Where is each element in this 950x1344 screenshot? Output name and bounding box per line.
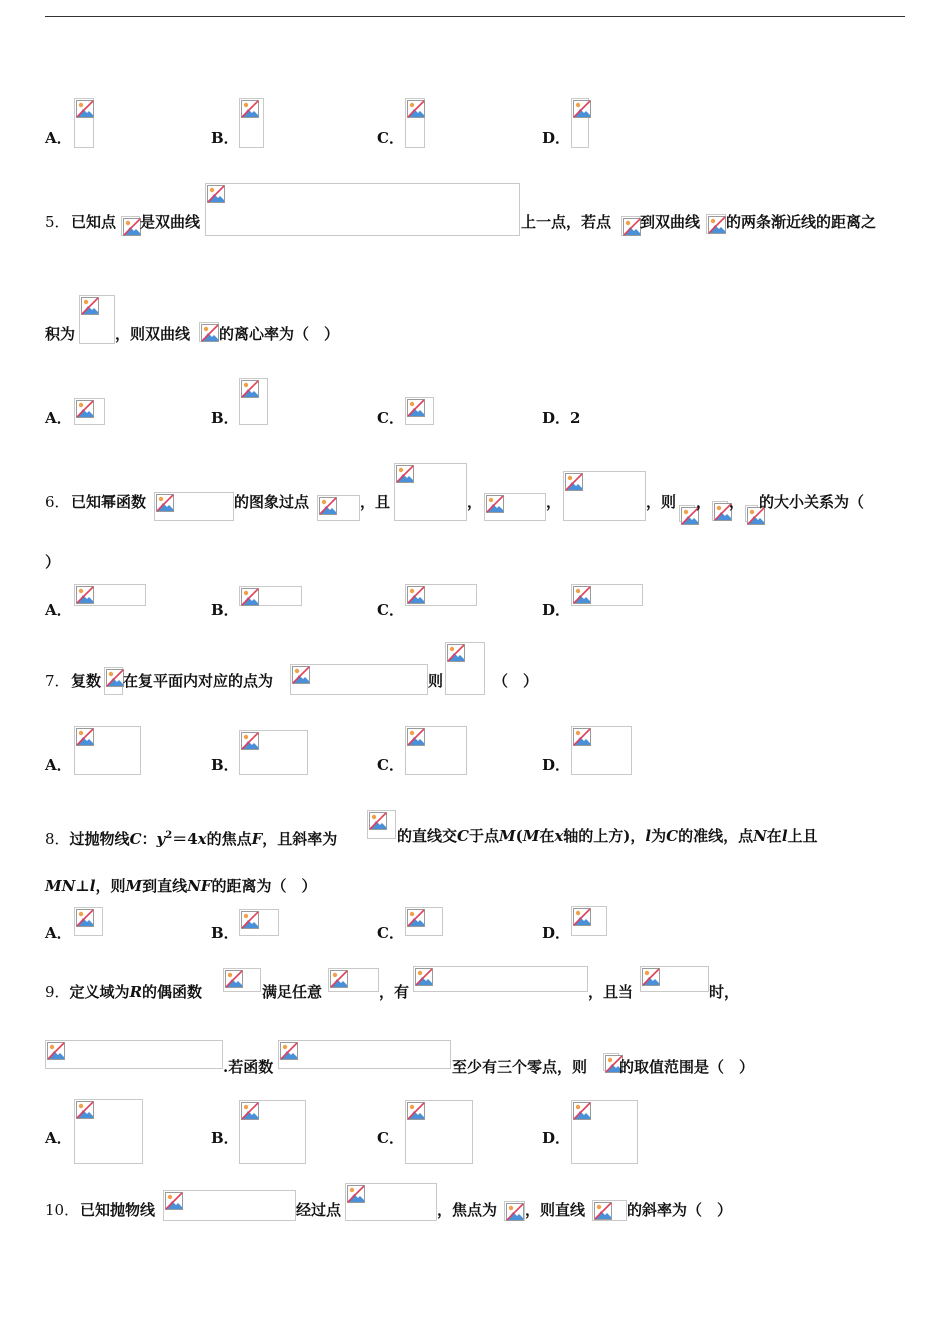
broken-image-icon [241,732,259,750]
q6-text-6: ） [45,553,61,571]
q8-perp: ⊥ [75,877,90,895]
q5-text-4: 到双曲线 [640,213,701,231]
q8-option-c-image [405,907,443,936]
q5-option-c-label: C． [377,409,404,427]
q6-comma-3: ， [696,493,712,511]
q9-formula-4 [640,966,709,992]
q8-n: N [753,827,767,845]
q5-formula-2 [205,183,520,236]
broken-image-icon [241,1102,259,1120]
q5-option-a-image [74,398,105,425]
q6-formula-8 [745,505,758,522]
q8-paren: ( [515,827,523,845]
q5-formula-5 [79,295,115,344]
q8-option-b-label: B． [211,924,239,942]
q6-comma-2: ， [546,493,562,511]
q8-line-1b [397,826,818,846]
q8-line-2 [45,876,316,896]
q8-f: F [251,830,263,848]
q9-text-1: 定义域为 [69,983,130,1001]
q9-formula-2 [328,968,379,992]
q9-formula-3 [413,966,588,992]
q9-r: R [129,983,143,1001]
q8-square: 2 [165,830,173,841]
q7-option-a-label: A． [45,756,72,774]
broken-image-icon [573,908,591,926]
q9-option-d-label: D． [542,1129,571,1147]
broken-image-icon [573,728,591,746]
broken-image-icon [565,473,583,491]
q5-formula-4 [706,214,726,234]
broken-image-icon [506,1203,524,1221]
q5-option-d-label: D． [542,409,571,427]
q7-option-a-image [74,726,141,775]
broken-image-icon [407,100,425,118]
broken-image-icon [573,586,591,604]
q6-text-2: 的图象过点 [234,493,310,511]
broken-image-icon [447,644,465,662]
q8-equals: ＝4 [172,830,198,848]
q6-option-d-image [571,584,643,606]
q9-formula-6 [278,1040,451,1069]
broken-image-icon [347,1185,365,1203]
q6-option-b-image [239,586,302,606]
q8-option-d-image [571,906,607,936]
q5-text-1: 已知点 [71,213,117,231]
q6-formula-7 [712,501,728,521]
q9-text-5: ，且当 [588,983,634,1001]
broken-image-icon [76,586,94,604]
q5-number: 5． [45,213,70,231]
q8-text-12: ，则 [95,877,126,895]
q8-text-9: 的准线，点 [678,827,754,845]
broken-image-icon [623,218,641,236]
q8-formula-1 [367,810,396,839]
q10-text-4: ，则直线 [525,1201,586,1219]
q7-formula-1 [104,667,123,695]
q10-formula-3 [504,1201,525,1221]
q7-option-b-image [239,730,308,775]
q9-number: 9． [45,983,70,1001]
broken-image-icon [407,399,425,417]
q8-option-b-image [239,909,279,936]
broken-image-icon [594,1202,612,1220]
q9-text-2: 的偶函数 [142,983,203,1001]
option-d-label: D． [542,129,571,147]
broken-image-icon [330,970,348,988]
broken-image-icon [47,1042,65,1060]
q7-option-c-image [405,726,467,775]
q5-option-c-image [405,397,434,425]
broken-image-icon [76,728,94,746]
q8-option-a-label: A． [45,924,72,942]
q5-option-b-label: B． [211,409,239,427]
q9-text-8: 至少有三个零点，则 [452,1058,588,1076]
q6-comma-1: ， [467,493,483,511]
q6-formula-6 [679,505,695,522]
q8-text-5: 于点 [468,827,499,845]
broken-image-icon [319,497,337,515]
q8-text-14: 的距离为（ ） [211,877,317,895]
q6-text-5: 的大小关系为（ [759,493,865,511]
q9-text-6: 时， [709,983,740,1001]
q8-text-2: 的焦点 [206,830,252,848]
q9-option-a-image [74,1099,143,1164]
broken-image-icon [201,324,219,342]
q9-formula-7 [603,1053,619,1071]
q8-c-3: C [666,827,679,845]
q5-option-a-label: A． [45,409,72,427]
q8-c: C [129,830,142,848]
q5-text-6: 积为 [45,325,76,343]
q9-formula-5 [45,1040,223,1069]
q8-l: l [645,827,652,845]
q9-text-7: .若函数 [223,1058,274,1076]
q10-text-3: ，焦点为 [437,1201,498,1219]
broken-image-icon [708,216,726,234]
broken-image-icon [225,970,243,988]
q9-line-1a [45,982,202,1002]
broken-image-icon [76,100,94,118]
q9-option-c-image [405,1100,473,1164]
q7-text-1: 复数 [71,672,102,690]
q8-m-3: M [125,877,143,895]
broken-image-icon [573,100,591,118]
broken-image-icon [407,1102,425,1120]
q6-text-4: ，则 [646,493,677,511]
broken-image-icon [207,185,225,203]
q10-formula-4 [592,1200,627,1221]
q6-formula-5 [563,471,646,521]
q8-line-1 [45,826,337,849]
q8-m: M [498,827,516,845]
q8-text-13: 到直线 [142,877,188,895]
q8-option-d-label: D． [542,924,571,942]
q5-text-7: ，则双曲线 [115,325,191,343]
q8-text-8: 为 [651,827,667,845]
option-d-image [571,98,589,148]
option-c-image [405,98,425,148]
broken-image-icon [241,100,259,118]
broken-image-icon [396,465,414,483]
q8-text-11: 上且 [787,827,818,845]
broken-image-icon [81,297,99,315]
q6-text-1: 已知幂函数 [71,493,147,511]
q5-text-2: 是双曲线 [140,213,201,231]
q8-y: y [156,830,166,848]
broken-image-icon [165,1192,183,1210]
q6-text-3: ，且 [360,493,391,511]
q8-option-c-label: C． [377,924,404,942]
q6-option-a-image [74,584,146,606]
broken-image-icon [76,909,94,927]
q7-option-c-label: C． [377,756,404,774]
q9-formula-1 [223,968,261,992]
q5-text-3: 上一点，若点 [521,213,612,231]
q7-text-3: 则 [428,672,444,690]
broken-image-icon [156,494,174,512]
q5-text-5: 的两条渐近线的距离之 [726,213,877,231]
q5-formula-6 [199,322,219,342]
option-a-label: A． [45,129,72,147]
q7-formula-3 [445,642,485,695]
q8-text-4: 的直线交 [397,827,458,845]
q8-mn: MN [45,877,76,895]
q7-formula-2 [290,664,428,695]
q5-formula-3 [621,216,640,236]
q5-option-b-image [239,378,268,425]
q10-formula-1 [163,1190,296,1221]
q10-number: 10． [45,1201,80,1219]
option-a-image [74,98,94,148]
broken-image-icon [573,1102,591,1120]
q9-option-b-image [239,1100,306,1164]
q8-text-1: 过抛物线 [69,830,130,848]
broken-image-icon [76,1101,94,1119]
broken-image-icon [415,968,433,986]
q8-m-2: M [522,827,540,845]
q8-colon: ： [141,830,157,848]
q10-text-2: 经过点 [296,1201,342,1219]
q8-l-2: l [781,827,788,845]
broken-image-icon [106,669,124,687]
q8-nf: NF [187,877,212,895]
q5-text-8: 的离心率为（ ） [219,325,340,343]
q10-text-1: 已知抛物线 [80,1201,156,1219]
option-b-label: B． [211,129,239,147]
broken-image-icon [407,728,425,746]
q8-text-6: 在 [539,827,555,845]
q6-option-a-label: A． [45,601,72,619]
broken-image-icon [280,1042,298,1060]
q8-text-7: 轴的上方)， [563,827,646,845]
q8-text-3: ，且斜率为 [262,830,338,848]
q7-text-4: （ ） [493,672,539,690]
q6-number: 6． [45,493,70,511]
q6-option-b-label: B． [211,601,239,619]
q8-l-3: l [89,877,96,895]
broken-image-icon [486,495,504,513]
q5-formula-1 [121,216,140,236]
broken-image-icon [241,380,259,398]
header-rule [45,16,905,17]
q7-option-d-label: D． [542,756,571,774]
q6-option-d-label: D． [542,601,571,619]
q8-number: 8． [45,830,70,848]
q9-text-3: 满足任意 [262,983,323,1001]
q8-option-a-image [74,907,103,936]
q9-option-b-label: B． [211,1129,239,1147]
q7-number: 7． [45,672,70,690]
broken-image-icon [369,812,387,830]
q7-option-b-label: B． [211,756,239,774]
q8-x: x [197,830,207,848]
q8-c-2: C [457,827,469,845]
broken-image-icon [407,586,425,604]
q9-text-4: ，有 [379,983,410,1001]
q7-option-d-image [571,726,632,775]
q6-formula-4 [484,493,546,521]
q10-formula-2 [345,1183,437,1221]
q6-comma-4: ， [729,493,745,511]
q6-option-c-label: C． [377,601,404,619]
q5-option-d-value: 2 [570,409,581,427]
q6-formula-3 [394,463,467,521]
q9-text-9: 的取值范围是（ ） [619,1058,755,1076]
q9-option-c-label: C． [377,1129,404,1147]
q9-option-a-label: A． [45,1129,72,1147]
q6-option-c-image [405,584,477,606]
q10-text-5: 的斜率为（ ） [627,1201,733,1219]
option-c-label: C． [377,129,404,147]
q7-text-2: 在复平面内对应的点为 [123,672,274,690]
broken-image-icon [241,911,259,929]
broken-image-icon [123,218,141,236]
q9-option-d-image [571,1100,638,1164]
q8-text-10: 在 [766,827,782,845]
broken-image-icon [407,909,425,927]
broken-image-icon [642,968,660,986]
broken-image-icon [241,588,259,606]
option-b-image [239,98,264,148]
q6-formula-2 [317,495,360,521]
broken-image-icon [292,666,310,684]
q8-x-2: x [554,827,564,845]
q6-formula-1 [154,492,234,521]
broken-image-icon [76,400,94,418]
